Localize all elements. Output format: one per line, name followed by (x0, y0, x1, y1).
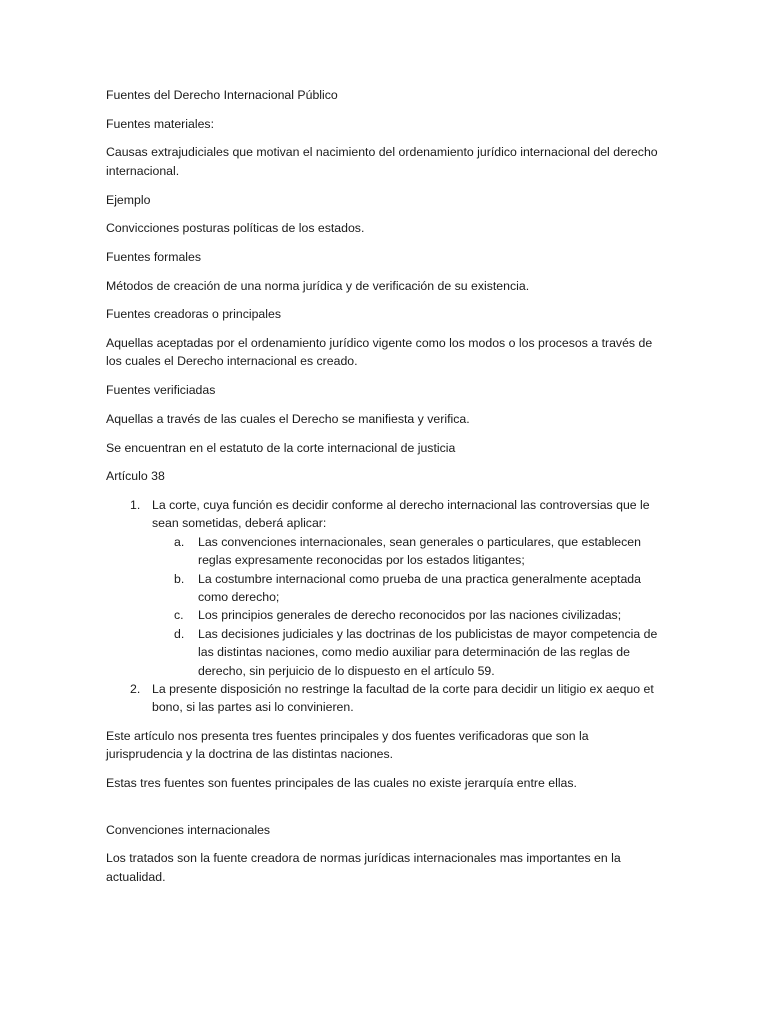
list-marker: 1. (130, 497, 141, 512)
sub-list-item (152, 606, 662, 624)
sub-list-item (152, 533, 662, 570)
paragraph-tratados: Los tratados son la fuente creadora de normas jurídicas internacionales mas importantes en la actualidad. (106, 851, 621, 884)
heading-convenciones-internacionales: Convenciones internacionales (106, 822, 271, 837)
heading-fuentes-materiales: Fuentes materiales: (106, 116, 214, 131)
paragraph-fuentes-creadoras: Aquellas aceptadas por el ordenamiento jurídico vigente como los modos o los procesos a través de los cuales el Derecho internacional es creado. (106, 336, 653, 369)
articulo-38-list (106, 496, 662, 717)
sub-list-item (152, 625, 662, 680)
blank-line (106, 803, 662, 821)
paragraph-estatuto: Se encuentran en el estatuto de la corte internacional de justicia (106, 440, 456, 455)
sub-list-item-text: Las convenciones internacionales, sean generales o particulares, que establecen reglas expresamente reconocidas por los estados litigantes; (198, 534, 641, 568)
heading-articulo-38: Artículo 38 (106, 469, 165, 484)
paragraph-articulo-presenta: Este artículo nos presenta tres fuentes principales y dos fuentes verificadoras que son la jurisprudencia y la doctrina de las distintas naciones. (106, 728, 589, 762)
heading-fuentes-formales: Fuentes formales (106, 249, 202, 264)
sub-list (152, 533, 662, 680)
paragraph-fuentes-materiales: Causas extrajudiciales que motivan el nacimiento del ordenamiento jurídico internacional del derecho internacional. (106, 145, 658, 178)
sub-list-item-text: La costumbre internacional como prueba de una practica generalmente aceptada como derecho; (198, 571, 641, 604)
sub-list-item-text: Las decisiones judiciales y las doctrinas de los publicistas de mayor competencia de las distintas naciones, como medio auxiliar para determinación de las reglas de derecho, sin perjuicio de lo dispuesto en el artículo 59. (198, 626, 658, 678)
sub-list-marker: c. (174, 608, 184, 623)
sub-list-marker: d. (174, 626, 185, 641)
heading-fuentes-creadoras: Fuentes creadoras o principales (106, 307, 281, 322)
paragraph-fuentes-formales: Métodos de creación de una norma jurídica y de verificación de su existencia. (106, 278, 530, 293)
sub-list-item (152, 570, 662, 607)
paragraph-fuentes-verificadas: Aquellas a través de las cuales el Derecho se manifiesta y verifica. (106, 411, 470, 426)
paragraph-ejemplo: Convicciones posturas políticas de los estados. (106, 221, 365, 236)
list-marker: 2. (130, 682, 141, 697)
document-page (106, 86, 662, 896)
heading-fuentes-verificadas: Fuentes verificiadas (106, 383, 216, 398)
list-item-text: La corte, cuya función es decidir conforme al derecho internacional las controversias que le sean sometidas, deberá aplicar: (152, 497, 650, 531)
sub-list-marker: b. (174, 571, 185, 586)
paragraph-jerarquia: Estas tres fuentes son fuentes principales de las cuales no existe jerarquía entre ellas. (106, 775, 577, 790)
list-item (106, 496, 662, 680)
sub-list-item-text: Los principios generales de derecho reconocidos por las naciones civilizadas; (198, 608, 622, 623)
list-item-text: La presente disposición no restringe la facultad de la corte para decidir un litigio ex aequo et bono, si las partes asi lo convinieren. (152, 682, 654, 715)
list-item (106, 680, 662, 717)
heading-ejemplo: Ejemplo (106, 192, 151, 207)
sub-list-marker: a. (174, 534, 185, 549)
document-title: Fuentes del Derecho Internacional Público (106, 88, 338, 102)
